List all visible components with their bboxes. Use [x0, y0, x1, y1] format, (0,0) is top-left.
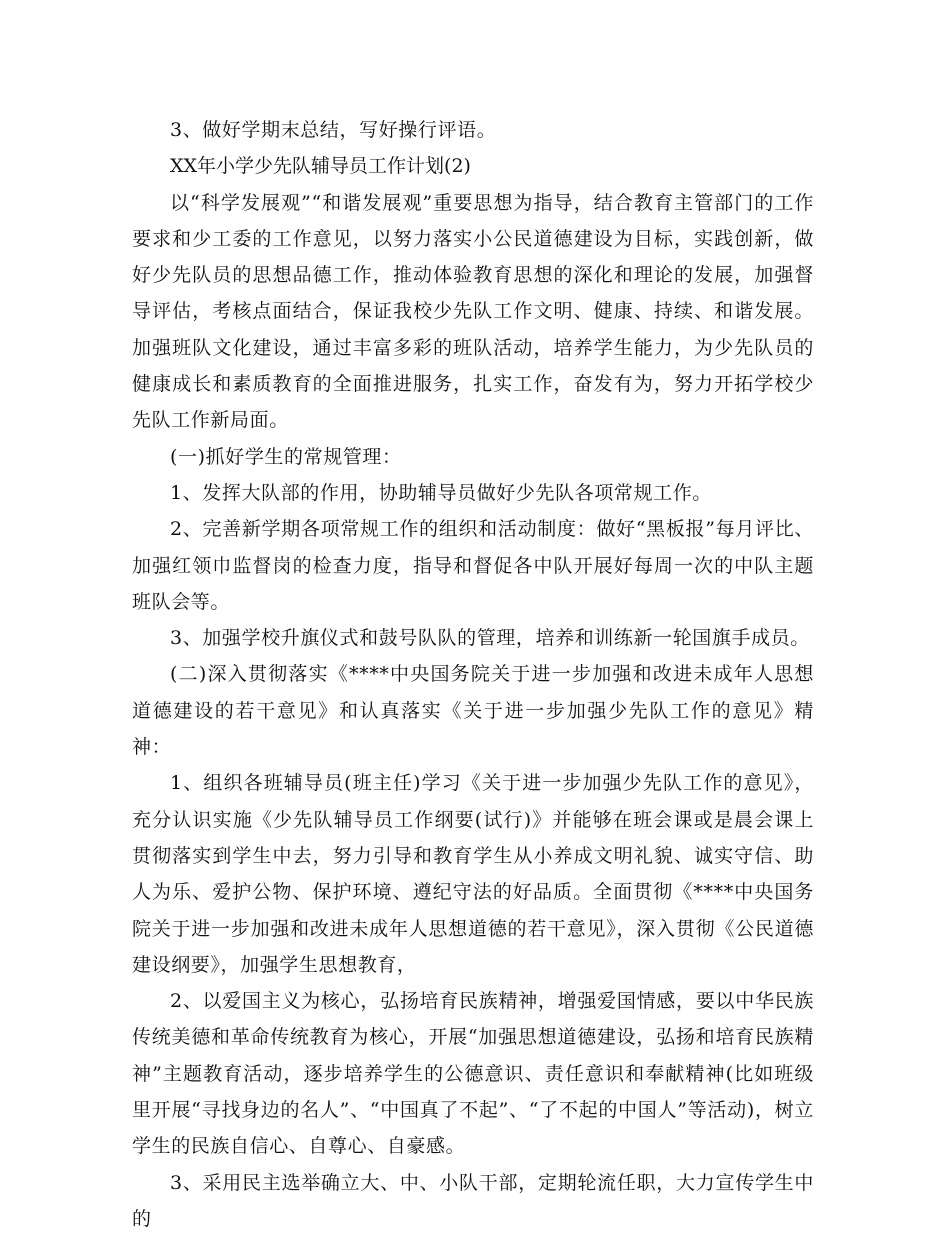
paragraph-routine-1: 1、发挥大队部的作用，协助辅导员做好少先队各项常规工作。 — [170, 481, 712, 504]
section-title: XX年小学少先队辅导员工作计划(2) — [170, 155, 471, 178]
document-page — [132, 112, 814, 1237]
paragraph-routine-2: 2、完善新学期各项常规工作的组织和活动制度：做好“黑板报”每月评比、加强红领巾监督岗的检查力度，指导和督促各中队开展好每周一次的中队主题班队会等。 — [132, 518, 814, 613]
section-heading-implementation: (二)深入贯彻落实《****中央国务院关于进一步加强和改进未成年人思想道德建设的若干意见》和认真落实《关于进一步加强少先队工作的意见》精神： — [132, 663, 814, 759]
paragraph-implementation-3: 3、采用民主选举确立大、中、小队干部，定期轮流任职，大力宣传学生中的 — [132, 1171, 814, 1230]
section-heading-routine: (一)抓好学生的常规管理： — [170, 445, 402, 468]
paragraph-summary-item: 3、做好学期末总结，写好操行评语。 — [170, 119, 497, 141]
paragraph-intro: 以“科学发展观”“和谐发展观”重要思想为指导，结合教育主管部门的工作要求和少工委的工作意见，以努力落实小公民道德建设为目标，实践创新，做好少先队员的思想品德工作，推动体验教育思想的深化和理论的发展，加强督导评估，考核点面结合，保证我校少先队工作文明、健康、持续、和谐发展。加强班队文化建设，通过丰富多彩的班队活动，培养学生能力，为少先队员的健康成长和素质教育的全面推进服务，扎实工作，奋发有为，努力开拓学校少先队工作新局面。 — [132, 191, 814, 432]
paragraph-implementation-2: 2、以爱国主义为核心，弘扬培育民族精神，增强爱国情感，要以中华民族传统美德和革命传统教育为核心，开展“加强思想道德建设，弘扬和培育民族精神”主题教育活动，逐步培养学生的公德意识、责任意识和奉献精神(比如班级里开展“寻找身边的名人”、“中国真了不起”、“了不起的中国人”等活动)，树立学生的民族自信心、自尊心、自豪感。 — [132, 990, 814, 1158]
paragraph-implementation-1: 1、组织各班辅导员(班主任)学习《关于进一步加强少先队工作的意见》，充分认识实施《少先队辅导员工作纲要(试行)》并能够在班会课或是晨会课上贯彻落实到学生中去，努力引导和教育学生从小养成文明礼貌、诚实守信、助人为乐、爱护公物、保护环境、遵纪守法的好品质。全面贯彻《****中央国务院关于进一步加强和改进未成年人思想道德的若干意见》，深入贯彻《公民道德建设纲要》，加强学生思想教育， — [132, 772, 814, 976]
paragraph-routine-3: 3、加强学校升旗仪式和鼓号队队的管理，培养和训练新一轮国旗手成员。 — [170, 627, 810, 650]
